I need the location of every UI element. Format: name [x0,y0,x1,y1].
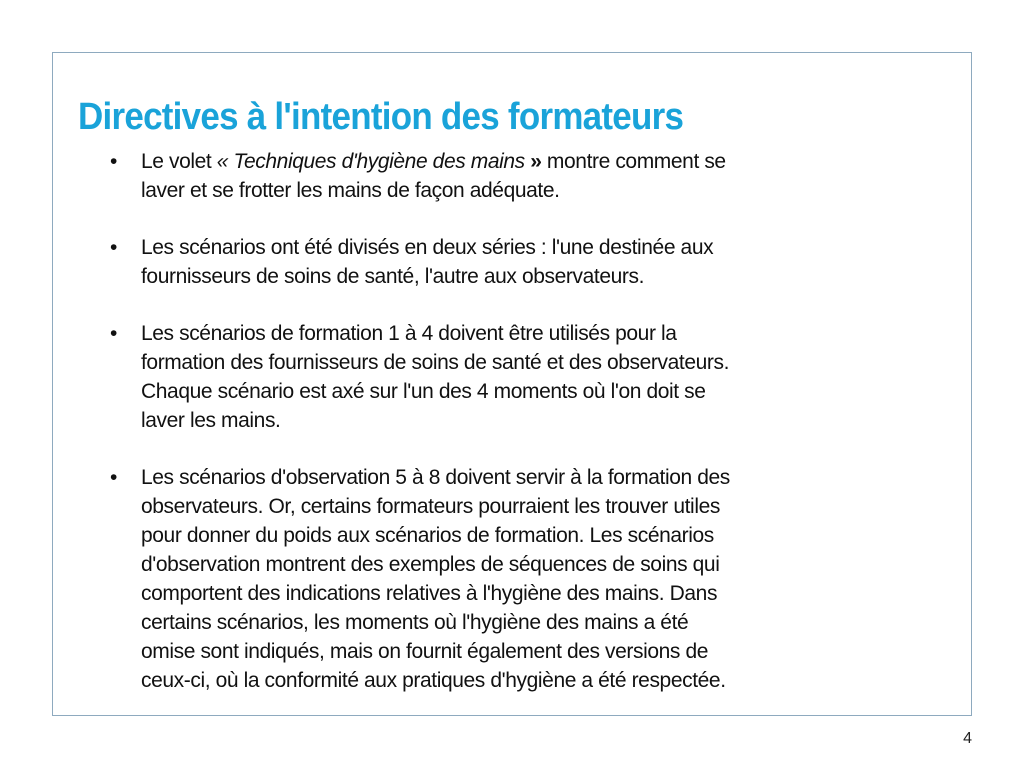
text-run: montre comment se [541,150,726,173]
closing-quote-run: » [524,150,542,173]
bullet-line: omise sont indiqués, mais on fournit également des versions de [141,640,709,663]
italic-title-run: « Techniques d'hygiène des mains [216,150,525,173]
slide-title: Directives à l'intention des formateurs [78,96,684,138]
bullet-line: Les scénarios de formation 1 à 4 doivent être utilisés pour la [141,322,677,345]
bullet-item [110,233,850,291]
bullet-icon: • [110,150,117,173]
bullet-icon: • [110,466,117,489]
bullet-line: pour donner du poids aux scénarios de formation. Les scénarios [141,524,714,547]
bullet-line: Les scénarios d'observation 5 à 8 doivent servir à la formation des [141,466,730,489]
bullet-line [141,147,850,176]
text-run: Le volet [141,150,217,173]
bullet-line: d'observation montrent des exemples de séquences de soins qui [141,553,720,576]
bullet-line: fournisseurs de soins de santé, l'autre aux observateurs. [141,265,645,288]
bullet-line: ceux-ci, où la conformité aux pratiques d'hygiène a été respectée. [141,669,726,692]
bullet-line: Les scénarios ont été divisés en deux séries : l'une destinée aux [141,236,714,259]
bullet-item [110,463,850,695]
bullet-line: certains scénarios, les moments où l'hygiène des mains a été [141,611,689,634]
bullet-line: laver les mains. [141,409,281,432]
bullet-list [110,147,850,695]
bullet-icon: • [110,236,117,259]
page-number: 4 [963,730,972,747]
bullet-line: comportent des indications relatives à l'hygiène des mains. Dans [141,582,718,605]
bullet-item [110,147,850,205]
bullet-icon: • [110,322,117,345]
bullet-item [110,319,850,435]
bullet-line: laver et se frotter les mains de façon adéquate. [141,179,560,202]
bullet-line: Chaque scénario est axé sur l'un des 4 moments où l'on doit se [141,380,706,403]
bullet-line: formation des fournisseurs de soins de santé et des observateurs. [141,351,730,374]
bullet-line: observateurs. Or, certains formateurs pourraient les trouver utiles [141,495,720,518]
